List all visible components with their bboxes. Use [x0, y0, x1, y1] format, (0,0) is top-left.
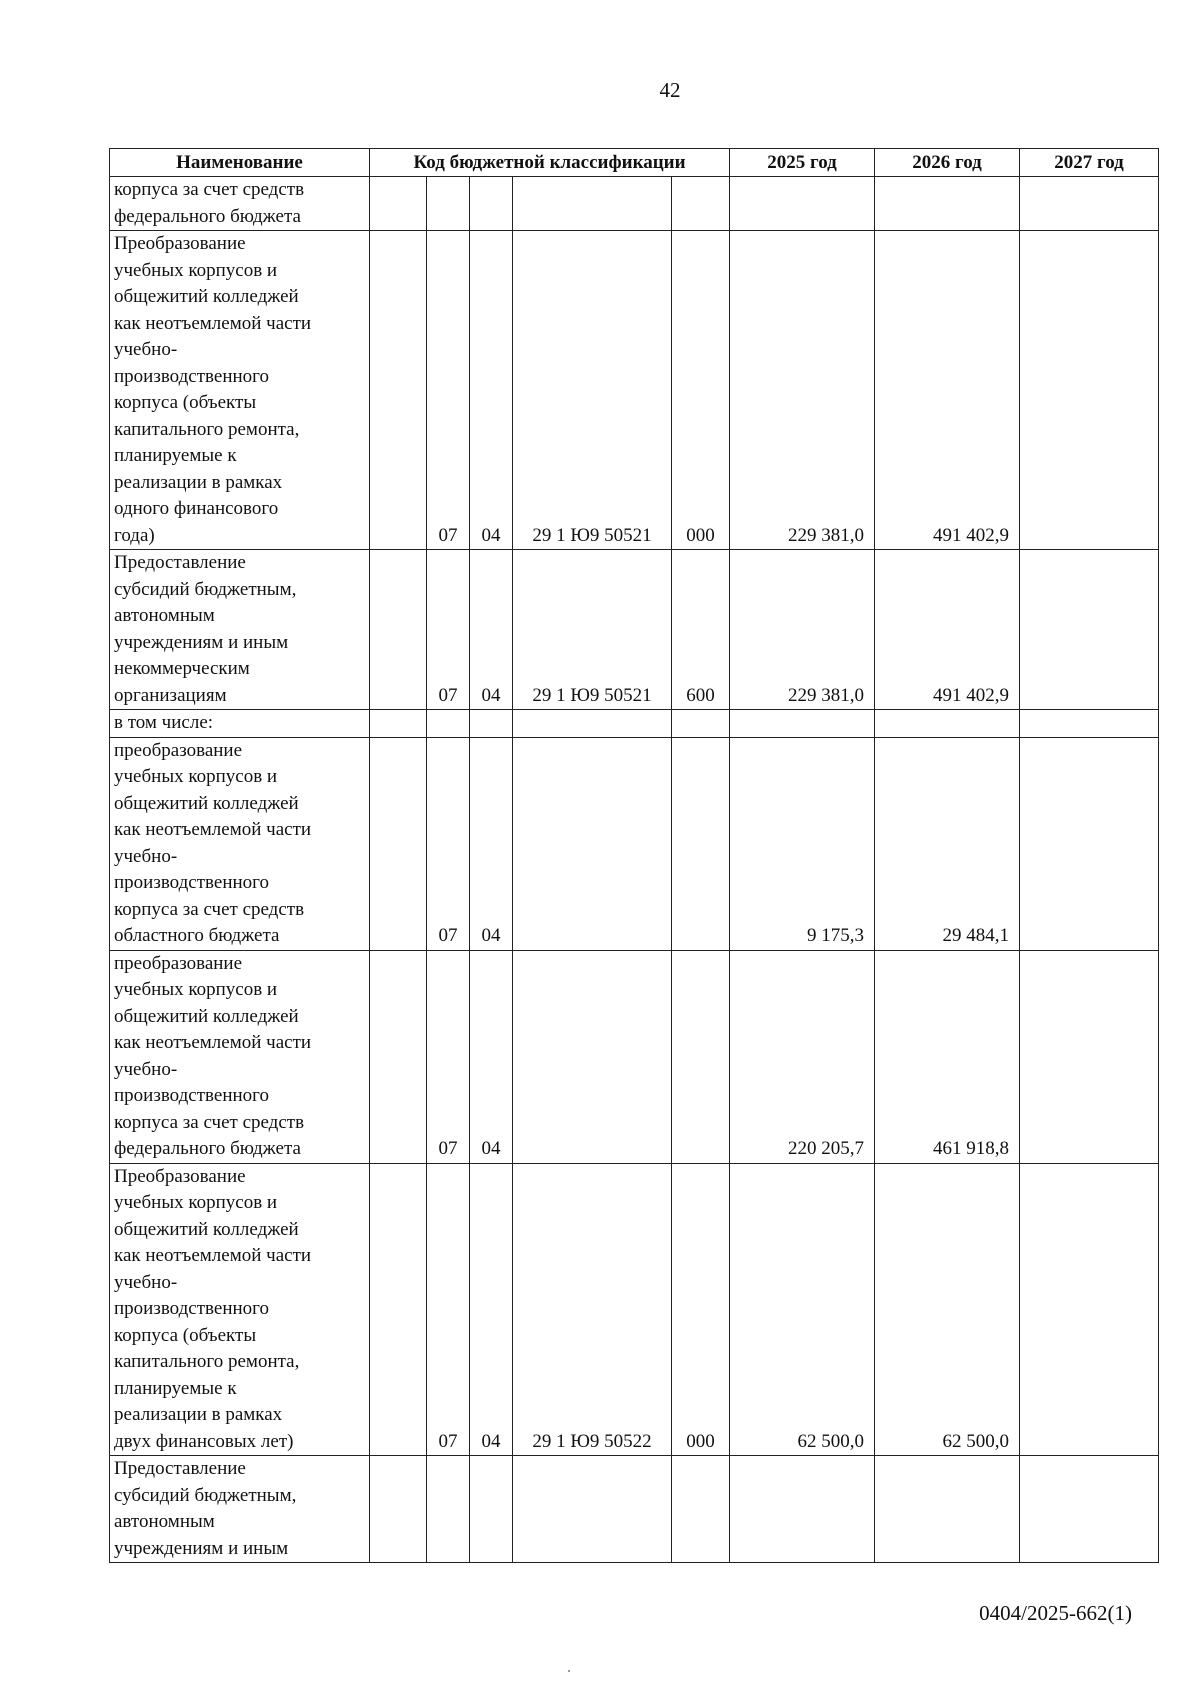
row-2027-cell: [1020, 231, 1159, 550]
row-name-cell: Предоставление субсидий бюджетным, автономным учреждениям и иным: [110, 1456, 370, 1563]
row-razdel-cell: [427, 1456, 470, 1563]
row-2027-cell: [1020, 177, 1159, 231]
row-target-article-cell: 29 1 Ю9 50521: [513, 550, 672, 710]
table-row: [110, 550, 1159, 710]
row-2026-cell: [875, 177, 1020, 231]
row-empty-cell: [370, 737, 427, 950]
row-target-article-cell: [513, 710, 672, 738]
row-podrazdel-cell: [470, 1456, 513, 1563]
budget-table: [109, 148, 1159, 1563]
row-podrazdel-cell: 04: [470, 550, 513, 710]
row-2025-cell: 229 381,0: [730, 231, 875, 550]
row-target-article-cell: 29 1 Ю9 50522: [513, 1163, 672, 1456]
row-empty-cell: [370, 950, 427, 1163]
document-code: 0404/2025-662(1): [979, 1601, 1132, 1625]
row-podrazdel-cell: 04: [470, 950, 513, 1163]
row-2025-cell: [730, 1456, 875, 1563]
table-row: [110, 710, 1159, 738]
row-podrazdel-cell: 04: [470, 231, 513, 550]
row-2027-cell: [1020, 550, 1159, 710]
row-2027-cell: [1020, 737, 1159, 950]
row-podrazdel-cell: [470, 177, 513, 231]
row-2027-cell: [1020, 1456, 1159, 1563]
row-name-cell: преобразование учебных корпусов и общежитий колледжей как неотъемлемой части учебно- производственного корпуса за счет средств областного бюджета: [110, 737, 370, 950]
row-target-article-cell: [513, 177, 672, 231]
row-empty-cell: [370, 1456, 427, 1563]
row-podrazdel-cell: [470, 710, 513, 738]
header-2025: 2025 год: [730, 149, 875, 177]
row-2027-cell: [1020, 1163, 1159, 1456]
table-header-row: [110, 149, 1159, 177]
row-target-article-cell: [513, 950, 672, 1163]
row-target-article-cell: [513, 1456, 672, 1563]
row-2026-cell: 29 484,1: [875, 737, 1020, 950]
row-expense-type-cell: [672, 737, 730, 950]
row-2025-cell: [730, 710, 875, 738]
header-2027: 2027 год: [1020, 149, 1159, 177]
row-name-cell: Преобразование учебных корпусов и общежитий колледжей как неотъемлемой части учебно- производственного корпуса (объекты капитального ремонта, планируемые к реализации в рамках одного финансового года): [110, 231, 370, 550]
row-2025-cell: 9 175,3: [730, 737, 875, 950]
row-empty-cell: [370, 710, 427, 738]
row-expense-type-cell: 000: [672, 1163, 730, 1456]
row-empty-cell: [370, 231, 427, 550]
scan-artifact: [568, 1670, 570, 1672]
row-2025-cell: [730, 177, 875, 231]
row-2026-cell: 62 500,0: [875, 1163, 1020, 1456]
row-name-cell: корпуса за счет средств федерального бюджета: [110, 177, 370, 231]
row-2026-cell: [875, 710, 1020, 738]
row-razdel-cell: 07: [427, 737, 470, 950]
row-2025-cell: 62 500,0: [730, 1163, 875, 1456]
row-2027-cell: [1020, 950, 1159, 1163]
header-name: Наименование: [110, 149, 370, 177]
row-expense-type-cell: 000: [672, 231, 730, 550]
row-razdel-cell: [427, 710, 470, 738]
row-razdel-cell: 07: [427, 550, 470, 710]
row-empty-cell: [370, 177, 427, 231]
row-razdel-cell: 07: [427, 231, 470, 550]
row-expense-type-cell: [672, 1456, 730, 1563]
row-expense-type-cell: 600: [672, 550, 730, 710]
row-razdel-cell: 07: [427, 950, 470, 1163]
row-2026-cell: 491 402,9: [875, 231, 1020, 550]
header-budget-code: Код бюджетной классификации: [370, 149, 730, 177]
row-empty-cell: [370, 1163, 427, 1456]
row-expense-type-cell: [672, 177, 730, 231]
row-2027-cell: [1020, 710, 1159, 738]
row-2025-cell: 220 205,7: [730, 950, 875, 1163]
row-target-article-cell: [513, 737, 672, 950]
row-2026-cell: [875, 1456, 1020, 1563]
row-target-article-cell: 29 1 Ю9 50521: [513, 231, 672, 550]
header-2026: 2026 год: [875, 149, 1020, 177]
row-2025-cell: 229 381,0: [730, 550, 875, 710]
row-name-cell: Предоставление субсидий бюджетным, автономным учреждениям и иным некоммерческим организациям: [110, 550, 370, 710]
page-number: 42: [659, 78, 681, 102]
row-expense-type-cell: [672, 950, 730, 1163]
table-row: [110, 950, 1159, 1163]
table-row: [110, 177, 1159, 231]
row-razdel-cell: [427, 177, 470, 231]
table-row: [110, 737, 1159, 950]
row-podrazdel-cell: 04: [470, 737, 513, 950]
row-expense-type-cell: [672, 710, 730, 738]
row-empty-cell: [370, 550, 427, 710]
row-2026-cell: 461 918,8: [875, 950, 1020, 1163]
row-razdel-cell: 07: [427, 1163, 470, 1456]
row-podrazdel-cell: 04: [470, 1163, 513, 1456]
row-name-cell: Преобразование учебных корпусов и общежитий колледжей как неотъемлемой части учебно- производственного корпуса (объекты капитального ремонта, планируемые к реализации в рамках двух финансовых лет): [110, 1163, 370, 1456]
table-row: [110, 1163, 1159, 1456]
row-2026-cell: 491 402,9: [875, 550, 1020, 710]
table-row: [110, 231, 1159, 550]
row-name-cell: преобразование учебных корпусов и общежитий колледжей как неотъемлемой части учебно- производственного корпуса за счет средств федерального бюджета: [110, 950, 370, 1163]
table-row: [110, 1456, 1159, 1563]
row-name-cell: в том числе:: [110, 710, 370, 738]
